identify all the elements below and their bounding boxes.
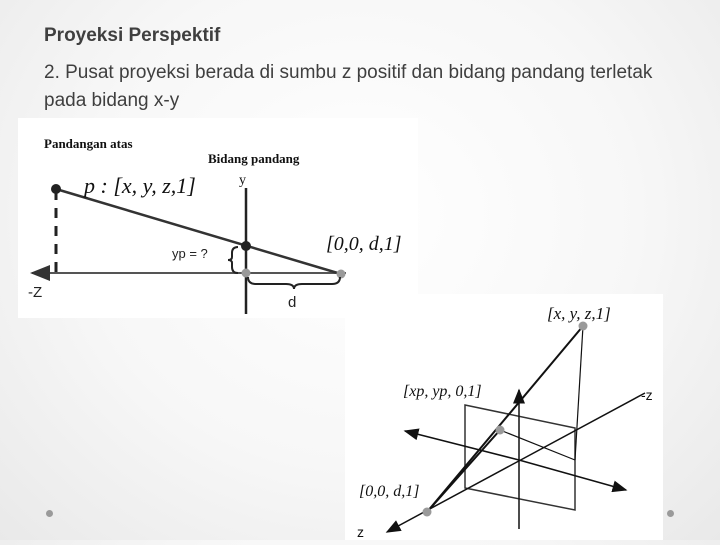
projection-center-point [337,270,346,279]
top-view-heading: Pandangan atas [44,136,133,151]
negative-z-axis-label: -Z [28,284,43,301]
x-axis-positive [519,460,626,490]
d-distance-label: d [288,294,297,311]
projected-point-label: [xp, yp, 0,1] [403,383,482,400]
projection-center-label: [0,0, d,1] [326,233,402,255]
slide-decoration-dot-right [667,510,674,517]
slide-title: Proyeksi Perspektif [44,25,221,46]
x-axis-negative [405,431,519,460]
z-axis-label-3d: z [357,524,364,540]
yp-brace [228,247,238,273]
top-view-diagram [18,118,418,318]
point-drop-line [575,326,583,460]
point-p-label: p : [x, y, z,1] [84,173,196,198]
projected-point-line [427,430,500,512]
top-view-svg [18,118,418,318]
point-xyz-label: [x, y, z,1] [547,304,611,323]
d-distance-brace [248,277,340,289]
center-of-projection-label: [0,0, d,1] [359,483,420,500]
plane-origin-point [242,269,251,278]
perspective-3d-diagram [345,294,663,540]
perspective-3d-svg [345,294,663,540]
point-p [51,184,61,194]
slide-decoration-dot-left [46,510,53,517]
viewing-plane-label: Bidang pandang [208,151,300,166]
projected-point-xpyp [496,426,505,435]
slide-body-text: 2. Pusat proyeksi berada di sumbu z positif dan bidang pandang terletak pada bidang x-y [44,62,653,111]
negative-z-axis-label-3d: -z [641,387,653,403]
projector-line [427,326,583,512]
projection-ray [56,189,341,274]
projected-point [241,241,251,251]
y-axis-label: y [239,173,246,188]
yp-question-label: yp = ? [172,246,208,261]
viewing-plane-square [465,405,575,510]
center-of-projection-point [423,508,432,517]
projection-guide-line [500,430,575,460]
